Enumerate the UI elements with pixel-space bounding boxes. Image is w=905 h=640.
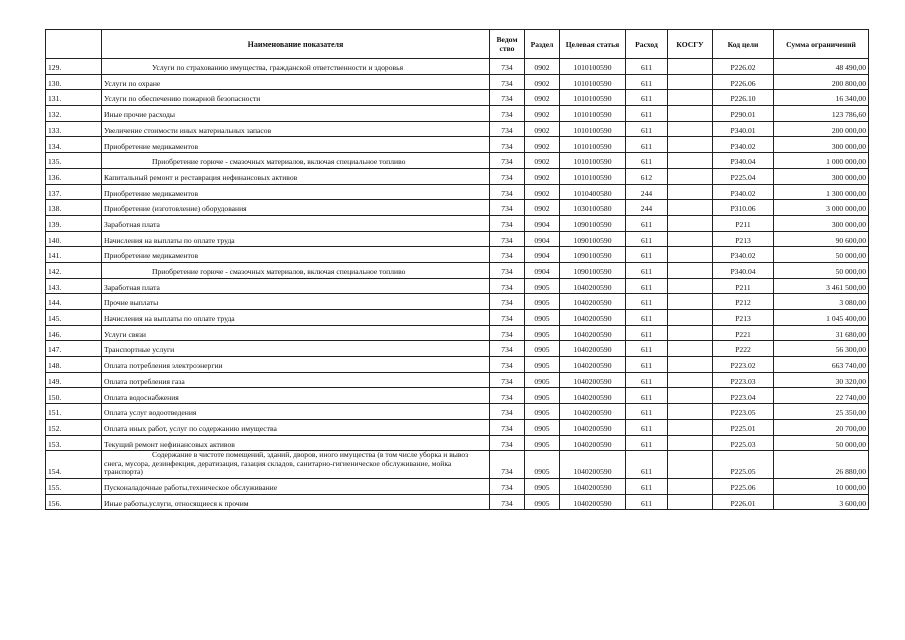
row-kod-celi: P226.10	[713, 90, 774, 106]
row-cel-statya: 1040200590	[560, 294, 626, 310]
row-name: Заработная плата	[102, 278, 490, 294]
budget-limits-table	[45, 29, 869, 510]
row-rashod: 611	[626, 294, 668, 310]
row-vedom: 734	[490, 294, 525, 310]
row-razdel: 0902	[525, 121, 560, 137]
row-kod-celi: P226.06	[713, 74, 774, 90]
row-razdel: 0902	[525, 59, 560, 75]
row-cel-statya: 1010100590	[560, 106, 626, 122]
row-kod-celi: P340.02	[713, 247, 774, 263]
row-rashod: 611	[626, 435, 668, 451]
row-vedom: 734	[490, 388, 525, 404]
row-rashod: 611	[626, 106, 668, 122]
table-row	[46, 168, 869, 184]
table-row	[46, 419, 869, 435]
row-number: 138.	[46, 200, 102, 216]
row-rashod: 611	[626, 494, 668, 510]
row-summa: 50 000,00	[774, 435, 869, 451]
row-number: 129.	[46, 59, 102, 75]
table-header	[46, 30, 869, 59]
row-kosgu	[668, 372, 713, 388]
row-vedom: 734	[490, 404, 525, 420]
table-row	[46, 278, 869, 294]
row-number: 130.	[46, 74, 102, 90]
row-number: 148.	[46, 357, 102, 373]
row-rashod: 611	[626, 278, 668, 294]
row-summa: 200 000,00	[774, 121, 869, 137]
row-name: Транспортные услуги	[102, 341, 490, 357]
row-kod-celi: P225.03	[713, 435, 774, 451]
row-rashod: 611	[626, 357, 668, 373]
row-number: 151.	[46, 404, 102, 420]
row-summa: 50 000,00	[774, 262, 869, 278]
row-razdel: 0905	[525, 341, 560, 357]
row-razdel: 0902	[525, 106, 560, 122]
row-rashod: 611	[626, 247, 668, 263]
row-name: Оплата услуг водоотведения	[102, 404, 490, 420]
row-name: Оплата потребления газа	[102, 372, 490, 388]
row-number: 134.	[46, 137, 102, 153]
row-vedom: 734	[490, 419, 525, 435]
row-kosgu	[668, 494, 713, 510]
table-row	[46, 310, 869, 326]
row-razdel: 0905	[525, 357, 560, 373]
row-razdel: 0902	[525, 184, 560, 200]
row-kosgu	[668, 247, 713, 263]
header-vedom: Ведом ство	[490, 30, 525, 59]
row-cel-statya: 1030100580	[560, 200, 626, 216]
row-kod-celi: P225.01	[713, 419, 774, 435]
table-row	[46, 184, 869, 200]
table-row	[46, 341, 869, 357]
row-vedom: 734	[490, 310, 525, 326]
row-razdel: 0902	[525, 74, 560, 90]
row-razdel: 0902	[525, 90, 560, 106]
row-name: Начисления на выплаты по оплате труда	[102, 231, 490, 247]
row-name: Оплата водоснабжения	[102, 388, 490, 404]
row-kosgu	[668, 153, 713, 169]
row-name: Услуги по охране	[102, 74, 490, 90]
row-cel-statya: 1090100590	[560, 215, 626, 231]
row-kosgu	[668, 357, 713, 373]
row-cel-statya: 1010100590	[560, 121, 626, 137]
row-summa: 123 786,60	[774, 106, 869, 122]
row-vedom: 734	[490, 137, 525, 153]
row-cel-statya: 1040200590	[560, 435, 626, 451]
row-vedom: 734	[490, 357, 525, 373]
row-summa: 30 320,00	[774, 372, 869, 388]
row-razdel: 0905	[525, 478, 560, 494]
row-kod-celi: P211	[713, 278, 774, 294]
row-kosgu	[668, 184, 713, 200]
row-name: Услуги связи	[102, 325, 490, 341]
table-row	[46, 478, 869, 494]
table-row	[46, 153, 869, 169]
row-summa: 663 740,00	[774, 357, 869, 373]
row-rashod: 611	[626, 215, 668, 231]
table-row	[46, 90, 869, 106]
row-razdel: 0905	[525, 325, 560, 341]
row-razdel: 0904	[525, 262, 560, 278]
row-name: Приобретение (изготовление) оборудования	[102, 200, 490, 216]
row-kosgu	[668, 215, 713, 231]
header-kod-celi: Код цели	[713, 30, 774, 59]
row-razdel: 0905	[525, 278, 560, 294]
row-name: Оплата иных работ, услуг по содержанию имущества	[102, 419, 490, 435]
row-name: Капитальный ремонт и реставрация нефинансовых активов	[102, 168, 490, 184]
header-num	[46, 30, 102, 59]
row-kod-celi: P226.01	[713, 494, 774, 510]
row-razdel: 0904	[525, 247, 560, 263]
row-kod-celi: P340.04	[713, 262, 774, 278]
row-razdel: 0905	[525, 294, 560, 310]
row-summa: 25 350,00	[774, 404, 869, 420]
table-row	[46, 262, 869, 278]
row-razdel: 0905	[525, 451, 560, 479]
row-number: 152.	[46, 419, 102, 435]
row-number: 146.	[46, 325, 102, 341]
row-kod-celi: P340.04	[713, 153, 774, 169]
table-row	[46, 137, 869, 153]
row-cel-statya: 1040200590	[560, 372, 626, 388]
row-rashod: 244	[626, 200, 668, 216]
row-razdel: 0905	[525, 435, 560, 451]
table-row	[46, 494, 869, 510]
row-razdel: 0905	[525, 388, 560, 404]
row-vedom: 734	[490, 247, 525, 263]
row-rashod: 611	[626, 388, 668, 404]
row-kosgu	[668, 341, 713, 357]
row-rashod: 611	[626, 74, 668, 90]
row-number: 149.	[46, 372, 102, 388]
row-name: Приобретение горюче - смазочных материалов, включая специальное топливо	[102, 153, 490, 169]
row-vedom: 734	[490, 231, 525, 247]
row-rashod: 611	[626, 59, 668, 75]
row-summa: 56 300,00	[774, 341, 869, 357]
row-number: 154.	[46, 451, 102, 479]
row-name: Иные прочие расходы	[102, 106, 490, 122]
row-summa: 200 800,00	[774, 74, 869, 90]
row-razdel: 0904	[525, 231, 560, 247]
row-kosgu	[668, 478, 713, 494]
row-cel-statya: 1010100590	[560, 74, 626, 90]
table-row	[46, 357, 869, 373]
row-name: Прочие выплаты	[102, 294, 490, 310]
table-row	[46, 59, 869, 75]
row-rashod: 611	[626, 372, 668, 388]
row-kosgu	[668, 90, 713, 106]
row-razdel: 0905	[525, 494, 560, 510]
row-name: Текущий ремонт нефинансовых активов	[102, 435, 490, 451]
row-kod-celi: P225.04	[713, 168, 774, 184]
row-vedom: 734	[490, 106, 525, 122]
row-kosgu	[668, 137, 713, 153]
row-cel-statya: 1090100590	[560, 262, 626, 278]
row-kosgu	[668, 121, 713, 137]
row-number: 139.	[46, 215, 102, 231]
row-summa: 22 740,00	[774, 388, 869, 404]
table-row	[46, 106, 869, 122]
row-cel-statya: 1010400580	[560, 184, 626, 200]
row-rashod: 611	[626, 451, 668, 479]
row-number: 141.	[46, 247, 102, 263]
row-kosgu	[668, 168, 713, 184]
row-kod-celi: P221	[713, 325, 774, 341]
row-number: 133.	[46, 121, 102, 137]
table-row	[46, 372, 869, 388]
row-razdel: 0905	[525, 404, 560, 420]
row-cel-statya: 1040200590	[560, 325, 626, 341]
row-vedom: 734	[490, 184, 525, 200]
row-kod-celi: P223.02	[713, 357, 774, 373]
row-number: 147.	[46, 341, 102, 357]
row-number: 145.	[46, 310, 102, 326]
row-summa: 26 880,00	[774, 451, 869, 479]
header-row	[46, 30, 869, 59]
row-kosgu	[668, 451, 713, 479]
table-row	[46, 121, 869, 137]
row-vedom: 734	[490, 451, 525, 479]
row-kod-celi: P213	[713, 310, 774, 326]
row-vedom: 734	[490, 478, 525, 494]
row-name: Начисления на выплаты по оплате труда	[102, 310, 490, 326]
row-cel-statya: 1040200590	[560, 451, 626, 479]
row-cel-statya: 1090100590	[560, 231, 626, 247]
table-row	[46, 325, 869, 341]
table-row	[46, 74, 869, 90]
table-row	[46, 404, 869, 420]
row-rashod: 611	[626, 90, 668, 106]
row-vedom: 734	[490, 262, 525, 278]
row-rashod: 611	[626, 262, 668, 278]
row-summa: 300 000,00	[774, 215, 869, 231]
row-kod-celi: P225.05	[713, 451, 774, 479]
row-rashod: 611	[626, 137, 668, 153]
row-vedom: 734	[490, 153, 525, 169]
row-rashod: 611	[626, 404, 668, 420]
row-kosgu	[668, 404, 713, 420]
row-number: 150.	[46, 388, 102, 404]
row-cel-statya: 1010100590	[560, 90, 626, 106]
row-summa: 90 600,00	[774, 231, 869, 247]
row-rashod: 611	[626, 341, 668, 357]
row-rashod: 611	[626, 325, 668, 341]
row-cel-statya: 1040200590	[560, 388, 626, 404]
row-name: Услуги по страхованию имущества, гражданской ответственности и здоровья	[102, 59, 490, 75]
row-cel-statya: 1010100590	[560, 137, 626, 153]
row-name: Услуги по обеспечению пожарной безопасности	[102, 90, 490, 106]
row-kod-celi: P226.02	[713, 59, 774, 75]
row-kosgu	[668, 59, 713, 75]
row-cel-statya: 1010100590	[560, 59, 626, 75]
row-number: 131.	[46, 90, 102, 106]
row-cel-statya: 1040200590	[560, 419, 626, 435]
table-row	[46, 215, 869, 231]
row-rashod: 611	[626, 310, 668, 326]
row-kod-celi: P211	[713, 215, 774, 231]
row-kod-celi: P290.01	[713, 106, 774, 122]
row-rashod: 611	[626, 153, 668, 169]
row-rashod: 612	[626, 168, 668, 184]
row-razdel: 0904	[525, 215, 560, 231]
header-rashod: Расход	[626, 30, 668, 59]
row-summa: 10 000,00	[774, 478, 869, 494]
row-vedom: 734	[490, 215, 525, 231]
row-kod-celi: P340.02	[713, 184, 774, 200]
row-cel-statya: 1090100590	[560, 247, 626, 263]
row-kosgu	[668, 262, 713, 278]
row-kosgu	[668, 200, 713, 216]
row-kosgu	[668, 388, 713, 404]
table-row	[46, 294, 869, 310]
row-razdel: 0905	[525, 372, 560, 388]
row-number: 132.	[46, 106, 102, 122]
row-cel-statya: 1040200590	[560, 478, 626, 494]
row-number: 137.	[46, 184, 102, 200]
row-rashod: 611	[626, 231, 668, 247]
row-kosgu	[668, 325, 713, 341]
row-name: Иные работы,услуги, относящиеся к прочим	[102, 494, 490, 510]
row-kosgu	[668, 294, 713, 310]
table-row	[46, 388, 869, 404]
header-razdel: Раздел	[525, 30, 560, 59]
row-vedom: 734	[490, 121, 525, 137]
row-summa: 3 600,00	[774, 494, 869, 510]
row-kod-celi: P340.01	[713, 121, 774, 137]
row-kosgu	[668, 310, 713, 326]
table-body	[46, 59, 869, 510]
row-vedom: 734	[490, 90, 525, 106]
row-cel-statya: 1040200590	[560, 341, 626, 357]
row-vedom: 734	[490, 200, 525, 216]
row-kod-celi: P213	[713, 231, 774, 247]
row-kod-celi: P225.06	[713, 478, 774, 494]
row-cel-statya: 1040200590	[560, 310, 626, 326]
row-kod-celi: P223.03	[713, 372, 774, 388]
row-vedom: 734	[490, 278, 525, 294]
table-row	[46, 200, 869, 216]
row-cel-statya: 1040200590	[560, 494, 626, 510]
row-number: 153.	[46, 435, 102, 451]
table-row	[46, 231, 869, 247]
row-vedom: 734	[490, 372, 525, 388]
row-cel-statya: 1040200590	[560, 404, 626, 420]
row-vedom: 734	[490, 74, 525, 90]
row-vedom: 734	[490, 494, 525, 510]
row-kosgu	[668, 278, 713, 294]
row-summa: 300 000,00	[774, 168, 869, 184]
row-summa: 3 461 500,00	[774, 278, 869, 294]
header-summa: Сумма ограничений	[774, 30, 869, 59]
row-summa: 1 000 000,00	[774, 153, 869, 169]
table-row	[46, 247, 869, 263]
row-razdel: 0905	[525, 310, 560, 326]
row-kod-celi: P222	[713, 341, 774, 357]
row-kod-celi: P212	[713, 294, 774, 310]
row-vedom: 734	[490, 59, 525, 75]
row-number: 143.	[46, 278, 102, 294]
row-vedom: 734	[490, 435, 525, 451]
row-number: 156.	[46, 494, 102, 510]
row-name: Заработная плата	[102, 215, 490, 231]
row-kod-celi: P310.06	[713, 200, 774, 216]
row-summa: 16 340,00	[774, 90, 869, 106]
row-name: Содержание в чистоте помещений, зданий, дворов, иного имущества (в том числе уборка и вывоз снега, мусора, дезинфекция, дератизация, газация складов, санитарно-гигиеническое обслуживание, мойка транспорта)	[102, 451, 490, 479]
row-number: 142.	[46, 262, 102, 278]
row-name: Оплата потребления электроэнергии	[102, 357, 490, 373]
row-razdel: 0905	[525, 419, 560, 435]
row-summa: 3 000 000,00	[774, 200, 869, 216]
row-summa: 50 000,00	[774, 247, 869, 263]
row-kosgu	[668, 106, 713, 122]
row-cel-statya: 1040200590	[560, 357, 626, 373]
row-number: 155.	[46, 478, 102, 494]
row-rashod: 611	[626, 478, 668, 494]
row-razdel: 0902	[525, 137, 560, 153]
row-rashod: 611	[626, 121, 668, 137]
row-summa: 1 045 400,00	[774, 310, 869, 326]
row-number: 136.	[46, 168, 102, 184]
row-cel-statya: 1010100590	[560, 153, 626, 169]
header-kosgu: КОСГУ	[668, 30, 713, 59]
table-row	[46, 435, 869, 451]
row-cel-statya: 1010100590	[560, 168, 626, 184]
row-kosgu	[668, 231, 713, 247]
row-summa: 3 080,00	[774, 294, 869, 310]
row-summa: 20 700,00	[774, 419, 869, 435]
row-name: Приобретение горюче - смазочных материалов, включая специальное топливо	[102, 262, 490, 278]
row-kod-celi: P223.05	[713, 404, 774, 420]
row-kosgu	[668, 74, 713, 90]
row-rashod: 244	[626, 184, 668, 200]
row-razdel: 0902	[525, 200, 560, 216]
row-summa: 300 000,00	[774, 137, 869, 153]
row-razdel: 0902	[525, 153, 560, 169]
row-number: 140.	[46, 231, 102, 247]
row-vedom: 734	[490, 341, 525, 357]
row-vedom: 734	[490, 168, 525, 184]
row-razdel: 0902	[525, 168, 560, 184]
row-name: Пусконаладочные работы,техническое обслуживание	[102, 478, 490, 494]
row-kosgu	[668, 435, 713, 451]
row-summa: 31 680,00	[774, 325, 869, 341]
table-row	[46, 451, 869, 479]
row-name: Приобретение медикаментов	[102, 137, 490, 153]
row-cel-statya: 1040200590	[560, 278, 626, 294]
header-name: Наименование показателя	[102, 30, 490, 59]
header-cel-statya: Целевая статья	[560, 30, 626, 59]
row-kod-celi: P340.02	[713, 137, 774, 153]
row-kosgu	[668, 419, 713, 435]
row-summa: 1 300 000,00	[774, 184, 869, 200]
row-name: Увеличение стоимости иных материальных запасов	[102, 121, 490, 137]
row-name: Приобретение медикаментов	[102, 247, 490, 263]
row-summa: 48 490,00	[774, 59, 869, 75]
row-kod-celi: P223.04	[713, 388, 774, 404]
row-vedom: 734	[490, 325, 525, 341]
row-number: 135.	[46, 153, 102, 169]
row-number: 144.	[46, 294, 102, 310]
row-rashod: 611	[626, 419, 668, 435]
row-name: Приобретение медикаментов	[102, 184, 490, 200]
